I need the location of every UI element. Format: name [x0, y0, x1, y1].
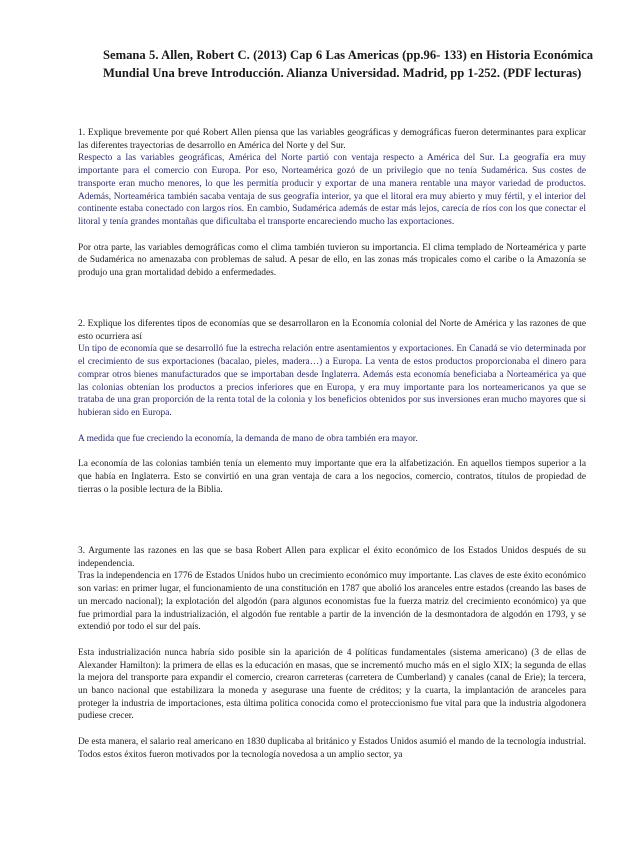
answer-1-paragraph-1: Respecto a las variables geográficas, América del Norte partió con ventaja respecto a América del Sur. La geografía era muy importante para el comercio con Europa. Por eso, Norteamérica gozó de un privilegio que no tenía Sudamérica. Sus costes de transporte eran mucho menores, lo que les permitía producir y exportar de una manera rentable una mayor variedad de productos. Además, Norteamérica también sacaba ventaja de sus geografía interior, ya que el litoral era muy abierto y muy fértil, y el interior del continente estaba conectado con largos ríos. En cambio, Sudamérica además de estar más lejos, carecía de ríos con los que conectar el litoral y tenía grandes montañas que dificultaba el transporte encareciendo mucho las exportaciones. — [78, 153, 586, 227]
question-2-section — [78, 318, 586, 496]
answer-1-paragraph-2: Por otra parte, las variables demográficas como el clima también tuvieron su importancia. El clima templado de Norteamérica y parte de Sudamérica no amenazaba con problemas de salud. A pesar de ello, en las zonas más tropicales como el caribe o la Amazonía se produjo una gran mortalidad debido a enfermedades. — [78, 242, 586, 279]
answer-3-paragraph-2: Esta industrialización nunca habría sido posible sin la aparición de 4 políticas fundamentales (sistema americano) (3 de ellas de Alexander Hamilton): la primera de ellas es la educación en masas, que se incrementó mucho más en el siglo XIX; la segunda de ellas la mejora del transporte para expandir el comercio, crearon carreteras (carretera de Cumberland) y canales (canal de Erie); la tercera, un banco nacional que estabilizara la moneda y asegurase una fuente de créditos; y la cuarta, la implantación de aranceles para proteger la industria de importaciones, esta última política conocida como el proteccionismo fue vital para que la industria algodonera pudiese crecer. — [78, 647, 586, 722]
answer-3-paragraph-1: Tras la independencia en 1776 de Estados Unidos hubo un crecimiento económico muy importante. Las claves de este éxito económico son varias: en primer lugar, el funcionamiento de una constitución en 1787 que abolió los aranceles entre estados (creando las bases de un mercado nacional); la explotación del algodón (para algunos economistas fue la fuerza matriz del crecimiento económico) ya que fue primordial para la industrialización, el algodón fue rentable a partir de la invención de la desmontadora de algodón en 1793, y se extendió por todo el sur del país. — [78, 571, 586, 633]
page-title: Semana 5. Allen, Robert C. (2013) Cap 6 Las Americas (pp.96- 133) en Historia Económica Mundial Una breve Introducción. Alianza Universidad. Madrid, pp 1-252. (PDF lecturas) — [103, 48, 593, 80]
answer-2-paragraph-3: La economía de las colonias también tenía un elemento muy importante que era la alfabetización. En aquellos tiempos superior a la que había en Inglaterra. Esto se convirtió en una gran ventaja de cara a los negocios, comercio, contratos, títulos de propiedad de tierras o la posible lectura de la Biblia. — [78, 459, 586, 495]
answer-2-paragraph-1: Un tipo de economía que se desarrolló fue la estrecha relación entre asentamientos y exportaciones. En Canadá se vio determinada por el crecimiento de sus exportaciones (bacalao, pieles, madera…) a Europa. La venta de estos productos proporcionaba el dinero para comprar otros bienes manufacturados que se importaban desde Inglaterra. Además esta economía beneficiaba a Norteamérica ya que las colonias obtenían los productos a precios inferiores que en Europa, y era muy importante para los norteamericanos ya que se trataba de una gran proporción de la renta total de la colonia y los beneficios obtenidos por sus inversiones eran mucho mayores que si hubieran sido en Europa. — [78, 344, 586, 418]
question-1-section — [78, 127, 586, 280]
question-3-section — [78, 545, 586, 762]
answer-3-paragraph-3: De esta manera, el salario real americano en 1830 duplicaba al británico y Estados Unidos asumió el mando de la tecnología industrial. Todos estos éxitos fueron motivados por la tecnología novedosa a un amplio sector, ya — [78, 737, 586, 760]
question-1: 1. Explique brevemente por qué Robert Allen piensa que las variables geográficas y demográficas fueron determinantes para explicar las diferentes trayectorias de desarrollo en América del Norte y del Sur. — [78, 128, 586, 151]
question-2: 2. Explique los diferentes tipos de economías que se desarrollaron en la Economía colonial del Norte de América y las razones de que esto ocurriera así — [78, 319, 586, 342]
question-3: 3. Argumente las razones en las que se basa Robert Allen para explicar el éxito económico de los Estados Unidos después de su independencia. — [78, 546, 586, 569]
answer-2-paragraph-2: A medida que fue creciendo la economía, la demanda de mano de obra también era mayor. — [78, 433, 418, 444]
